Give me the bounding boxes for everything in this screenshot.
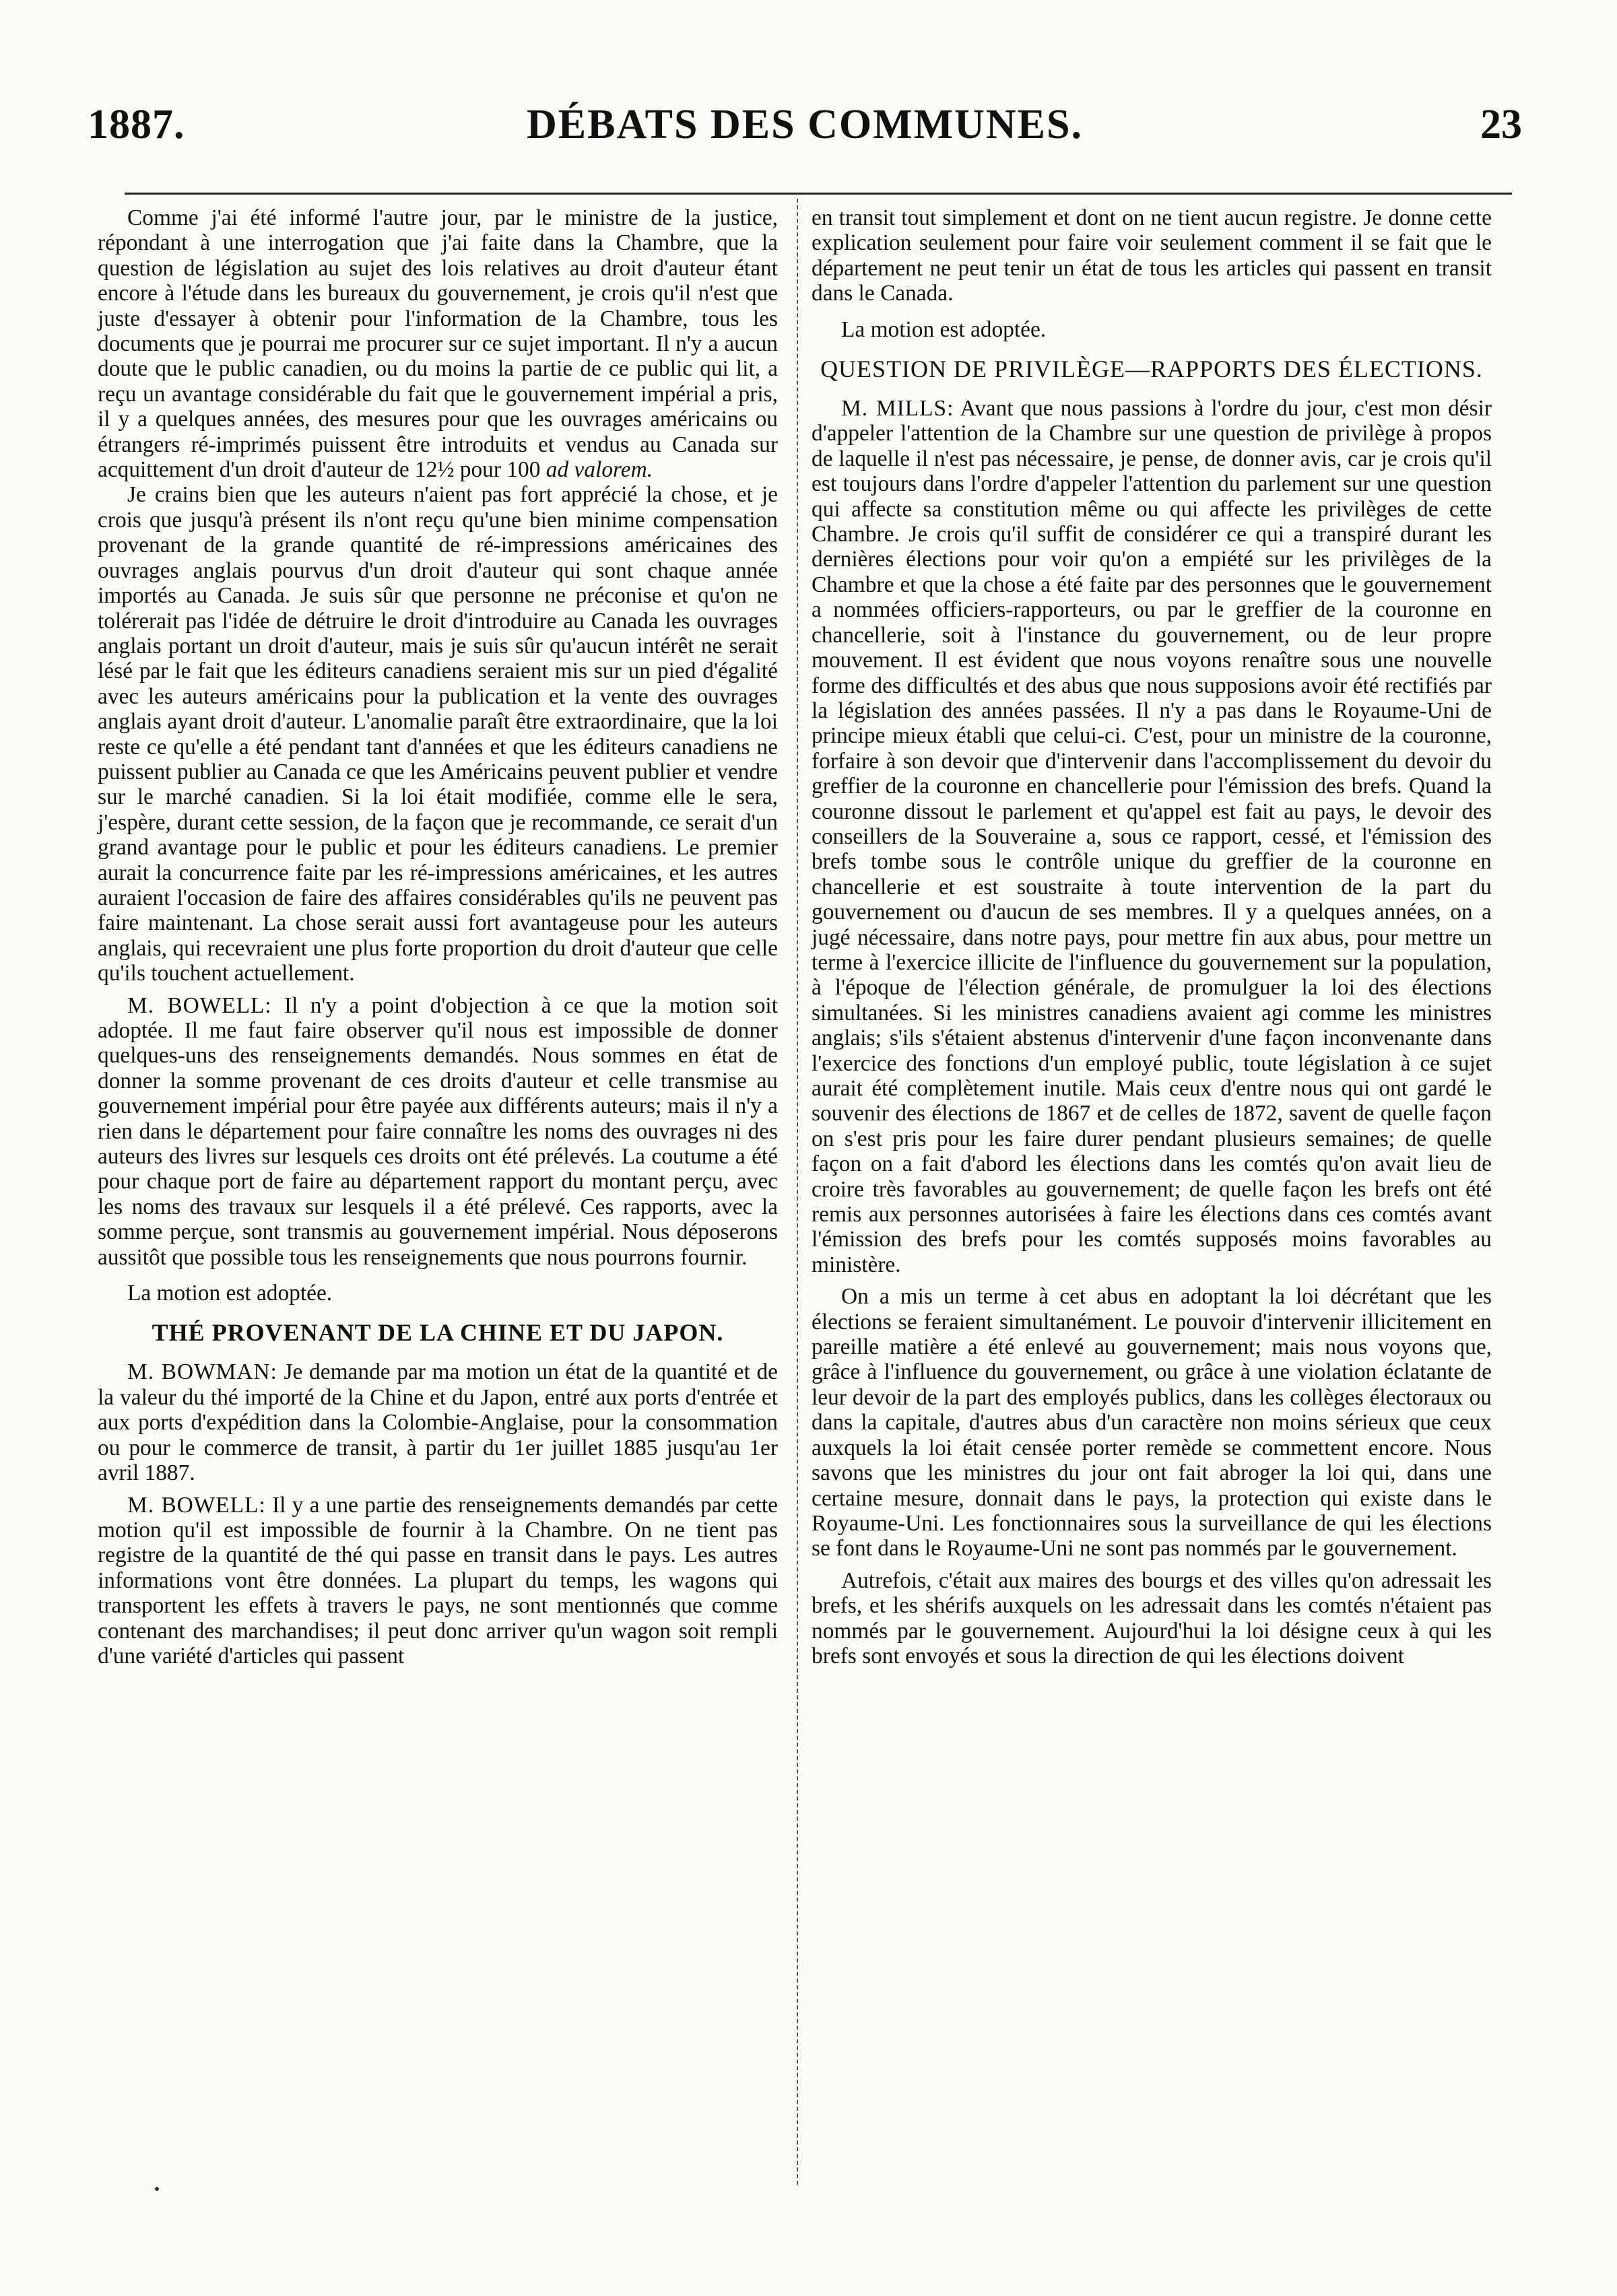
paragraph-bowman-motion: M. BOWMAN: Je demande par ma motion un état de la quantité et de la valeur du thé importé de la Chine et du Japon, entré aux ports d'entrée et aux ports d'expédition dans la Colombie-Anglaise, pour la consommation ou pour le commerce de transit, à partir du 1er juillet 1885 jusqu'au 1er avril 1887.: [98, 1359, 778, 1486]
ink-speck: [155, 2187, 159, 2191]
italic-ad-valorem: ad valorem.: [546, 457, 653, 483]
page-header: [88, 101, 1522, 162]
speaker-label: M. BOWMAN:: [127, 1359, 277, 1385]
section-title-privilege: QUESTION DE PRIVILÈGE—RAPPORTS DES ÉLECTIONS.: [820, 356, 1483, 383]
paragraph-abuse-ended: On a mis un terme à cet abus en adoptant la loi décrétant que les élections se feraient simultanément. Le pouvoir d'intervenir illicitement en pareille matière a été enlevé au gouvernement; mais nous voyons que, grâce à l'influence du gouvernement, ou grâce à une violation éclatante de leur devoir de la part des employés publics, dans les collèges électoraux ou dans la capitale, d'autres abus d'un caractère non moins sérieux que ceux auxquels la loi était censée porter remède se commettent encore. Nous savons que les ministres du jour ont fait abroger la loi qui, dans une certaine mesure, donnait dans le pays, la protection qui existe dans le Royaume-Uni. Les fonctionnaires sous la surveillance de qui les élections se font dans le Royaume-Uni ne sont pas nommés par le gouvernement.: [812, 1284, 1492, 1561]
header-page-number: 23: [1480, 102, 1522, 147]
column-divider: [797, 199, 798, 2185]
header-year: 1887.: [88, 102, 185, 147]
paragraph-transit-continued: en transit tout simplement et dont on ne tient aucun registre. Je donne cette explication seulement pour faire voir seulement comment il se fait que le département ne peut tenir un état de tous les articles qui passent en transit dans le Canada.: [812, 205, 1492, 306]
right-column: [812, 205, 1492, 1668]
paragraph-autrefois: Autrefois, c'était aux maires des bourgs et des villes qu'on adressait les brefs, et les shérifs auxquels on les adressait dans les comtés n'étaient pas nommés par le gouvernement. Aujourd'hui la loi désigne ceux à qui les brefs sont envoyés et sous la direction de qui les élections doivent: [812, 1567, 1492, 1668]
motion-adopted: La motion est adoptée.: [127, 1281, 333, 1306]
paragraph-bowell-tea-reply: M. BOWELL: Il y a une partie des renseignements demandés par cette motion qu'il est impossible de fournir à la Chambre. On ne tient pas registre de la quantité de thé qui passe en transit dans le pays. Les autres informations vont être données. La plupart du temps, les wagons qui transportent les effets à travers le pays, ne sont mentionnés que comme contenant des marchandises; il peut donc arriver qu'un wagon soit rempli d'une variété d'articles qui passent: [98, 1492, 778, 1668]
section-title-tea: THÉ PROVENANT DE LA CHINE ET DU JAPON.: [152, 1319, 724, 1347]
paragraph-authors: Je crains bien que les auteurs n'aient pas fort apprécié la chose, et je crois que jusqu'à présent ils n'ont reçu qu'une bien minime compensation provenant de la grande quantité de ré-impressions américaines des ouvrages anglais pourvus d'un droit d'auteur qui sont chaque année importés au Canada. Je suis sûr que personne ne préconise et qu'on ne tolérerait pas l'idée de détruire le droit d'introduire au Canada les ouvrages anglais portant un droit d'auteur, mais je suis sûr qu'aucun intérêt ne serait lésé par le fait que les éditeurs canadiens seraient mis sur un pied d'égalité avec les auteurs américains pour la publication et la vente des ouvrages anglais ayant droit d'auteur. L'anomalie paraît être extraordinaire, que la loi reste ce qu'elle a été pendant tant d'années et que les éditeurs canadiens ne puissent publier au Canada ce que les Américains peuvent publier et vendre sur le marché canadien. Si la loi était modifiée, comme elle le sera, j'espère, durant cette session, de la façon que je recommande, ce serait d'un grand avantage pour le public et pour les éditeurs canadiens. Le premier aurait la concurrence faite par les ré-impressions américaines, et les autres auraient l'occasion de faire des affaires considérables qu'ils ne peuvent pas faire maintenant. La chose serait aussi fort avantageuse pour les auteurs anglais, qui recevraient une plus forte proportion du droit d'auteur que celle qu'ils touchent actuellement.: [98, 482, 778, 986]
speaker-label: M. MILLS:: [841, 396, 954, 421]
header-rule: [125, 193, 1512, 195]
speaker-label: M. BOWELL:: [127, 992, 272, 1018]
paragraph-copyright-request: Comme j'ai été informé l'autre jour, par le ministre de la justice, répondant à une interrogation que j'ai faite dans la Chambre, que la question de législation au sujet des lois relatives au droit d'auteur étant encore à l'étude dans les bureaux du gouvernement, je crois qu'il n'est que juste d'essayer à obtenir pour l'information de la Chambre, tous les documents que je pourrai me procurer sur ce sujet important. Il n'y a aucun doute que le public canadien, ou du moins la partie de ce public qui lit, a reçu un avantage considérable du fait que le gouvernement impérial a pris, il y a quelques années, des mesures pour que les ouvrages américains ou étrangers ré-imprimés puissent être introduits et vendus au Canada sur acquittement d'un droit d'auteur de 12½ pour 100 ad valorem.: [98, 205, 778, 483]
header-title: DÉBATS DES COMMUNES.: [526, 102, 1084, 147]
left-column: [98, 205, 778, 1668]
paragraph-bowell-reply: M. BOWELL: Il n'y a point d'objection à ce que la motion soit adoptée. Il me faut faire observer qu'il nous est impossible de donner quelques-uns des renseignements demandés. Nous sommes en état de donner la somme provenant de ces droits d'auteur et celle transmise au gouvernement impérial pour être payée aux différents auteurs; mais il n'y a rien dans le département pour faire connaître les noms des ouvrages ni des auteurs des livres sur lesquels ces droits ont été prélevés. La coutume a été pour chaque port de faire au département rapport du montant perçu, avec les noms des travaux sur lesquels il a été prélevé. Ces rapports, avec la somme perçue, sont transmis au gouvernement impérial. Nous déposerons aussitôt que possible tous les renseignements que nous pourrons fournir.: [98, 992, 778, 1270]
motion-adopted: La motion est adoptée.: [841, 316, 1047, 342]
paragraph-mills: M. MILLS: Avant que nous passions à l'ordre du jour, c'est mon désir d'appeler l'attention de la Chambre sur une question de privilège à propos de laquelle il n'est pas nécessaire, je pense, de donner avis, car je crois qu'il est toujours dans l'ordre d'appeler l'attention du parlement sur une question qui affecte sa constitution même ou qui affecte les privilèges de cette Chambre. Je crois qu'il suffit de considérer ce qui a transpiré durant les dernières élections pour voir qu'on a empiété sur les privilèges de la Chambre et que la chose a été faite par des personnes que le gouvernement a nommées officiers-rapporteurs, ou par le greffier de la couronne en chancellerie, soit à l'instance du gouvernement, ou de leur propre mouvement. Il est évident que nous voyons renaître sous une nouvelle forme des difficultés et des abus que nous supposions avoir été rectifiés par la législation des années passées. Il n'y a pas dans le Royaume-Uni de principe mieux établi que celui-ci. C'est, pour un ministre de la couronne, forfaire à son devoir que d'intervenir dans l'accomplissement du devoir du greffier de la couronne en chancellerie pour l'émission des brefs. Quand la couronne dissout le parlement et qu'appel est fait au pays, le devoir des conseillers de la Souveraine a, sous ce rapport, cessé, et l'émission des brefs tombe sous le contrôle unique du greffier de la couronne en chancellerie et est soustraite à toute intervention de la part du gouvernement ou d'aucun de ses membres. Il y a quelques années, on a jugé nécessaire, dans notre pays, pour mettre fin aux abus, pour mettre un terme à l'exercice illicite de l'influence du gouvernement sur la population, à l'époque de l'élection générale, de promulguer la loi des élections simultanées. Si les ministres canadiens avaient agi comme les ministres anglais; s'ils s'étaient abstenus d'intervenir d'une façon inconvenante dans l'exercice des fonctions d'un employé public, toute législation à ce sujet aurait été complètement inutile. Mais ceux d'entre nous qui ont gardé le souvenir des élections de 1867 et de celles de 1872, savent de quelle façon on s'est pris pour les faire durer pendant plusieurs semaines; de quelle façon on a fait d'abord les élections dans les comtés qu'on avait lieu de croire très favorables au gouvernement; de quelle façon les brefs ont été remis aux personnes autorisées à faire les élections dans ces comtés avant l'émission des brefs pour les comtés supposés moins favorables au ministère.: [812, 396, 1492, 1277]
speaker-label: M. BOWELL:: [127, 1492, 266, 1518]
